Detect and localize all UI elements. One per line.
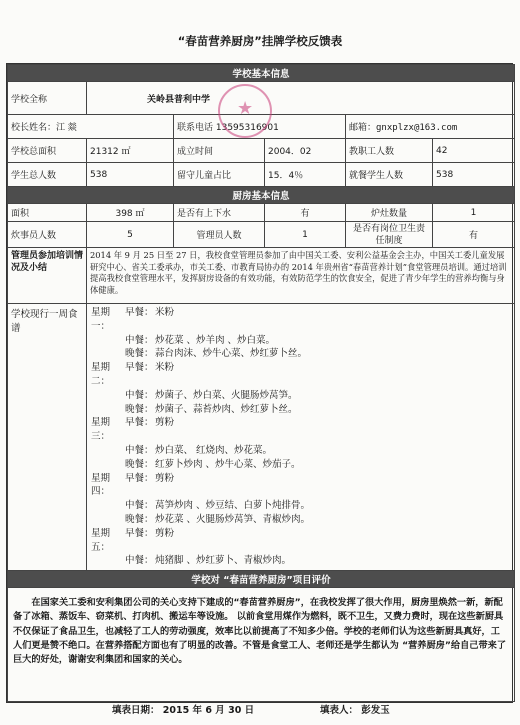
page-title: “春苗营养厨房”挂牌学校反馈表 xyxy=(177,34,343,48)
stove-value: 1 xyxy=(433,204,515,222)
menu-day-label: 星期四： xyxy=(91,472,111,498)
cooks-label: 炊事员人数 xyxy=(8,222,87,248)
menu-day-label xyxy=(91,389,125,403)
school-seal-stamp xyxy=(218,84,272,138)
managers-value: 1 xyxy=(265,222,346,248)
stove-label: 炉灶数量 xyxy=(346,204,433,222)
menu-dishes: 米粉 xyxy=(155,307,175,318)
menu-day-label xyxy=(91,403,125,417)
menu-meal-row xyxy=(91,389,510,403)
menu-meal-label: 早餐： xyxy=(125,527,154,539)
water-label: 是否有上下水 xyxy=(174,204,265,222)
menu-meal-row xyxy=(91,416,510,444)
menu-day-label xyxy=(91,458,125,472)
menu-meal-label: 中餐： xyxy=(125,444,154,456)
founded-label: 成立时间 xyxy=(174,139,265,163)
fill-date: 填表日期： 2015 年 6 月 30 日 xyxy=(112,705,255,716)
menu-day-label xyxy=(91,499,125,513)
kitchen-info-header: 厨房基本信息 xyxy=(8,187,515,204)
menu-day xyxy=(91,416,510,471)
filled-by: 填表人： 彭发玉 xyxy=(320,705,390,716)
dining-label: 就餐学生人数 xyxy=(346,163,433,187)
menu-meal-label: 中餐： xyxy=(125,500,154,512)
menu-dishes: 炒白菜、 红烧肉、炒花菜。 xyxy=(155,444,273,456)
menu-meal-label: 早餐： xyxy=(125,362,154,374)
founded-value: 2004．02 xyxy=(265,139,346,163)
school-name-value: 关岭县普利中学 xyxy=(87,82,515,115)
menu-dishes: 剪粉 xyxy=(155,417,175,429)
menu-day-label xyxy=(91,444,125,458)
menu-day-label: 星期二： xyxy=(91,362,111,387)
school-name-label: 学校全称 xyxy=(8,82,87,115)
menu-meal-label: 晚餐： xyxy=(125,458,154,470)
email-label: 邮箱： xyxy=(349,123,377,133)
menu-meal-row xyxy=(91,513,510,527)
menu-dishes: 莴笋炒肉 、炒豆结、白萝卜炖排骨。 xyxy=(155,500,311,512)
hygiene-value: 有 xyxy=(433,222,515,248)
menu-meal-label: 晚餐： xyxy=(125,403,154,415)
training-summary: 2014 年 9 月 25 日至 27 日，我校食堂管理员参加了由中国关工委、安利公益基金会主办，中国关工委儿童发展研究中心、省关工委承办，市关工委、市教育局协办的 2014 年贵州省“春苗营养计划”食堂管理员培训。通过培训提高我校食堂管理水平，发挥厨房设备的有效功能，有效防范学生的饮食安全，促进了青少年学生的营养均衡与身体健康。 xyxy=(87,248,515,304)
kitchen-area-label: 面积 xyxy=(8,204,87,222)
menu-dishes: 剪粉 xyxy=(155,527,175,539)
menu-day xyxy=(91,472,510,527)
menu-dishes: 炒菌子、蒜苔炒肉、炒红萝卜丝。 xyxy=(155,403,298,415)
menu-dishes: 炒菌子、炒白菜、火腿肠炒莴笋。 xyxy=(155,389,298,401)
cooks-value: 5 xyxy=(87,222,174,248)
principal-name: 校长姓名：江 燚 xyxy=(8,115,174,139)
contact-phone: 联系电话 13595316901 xyxy=(174,115,346,139)
menu-day-label xyxy=(91,347,125,361)
menu-day-label: 星期一： xyxy=(91,307,111,332)
managers-label: 管理员人数 xyxy=(174,222,265,248)
menu-day xyxy=(91,527,510,568)
menu-meal-row xyxy=(91,347,510,361)
menu-meal-row xyxy=(91,334,510,348)
menu-dishes: 炒花菜 、火腿肠炒莴笋、青椒炒肉。 xyxy=(155,513,311,525)
menu-meal-label: 早餐： xyxy=(125,472,154,484)
menu-day-label xyxy=(91,554,125,568)
menu-dishes: 红萝卜炒肉 、炒牛心菜、炒茄子。 xyxy=(155,458,301,470)
left-behind-value: 15．4％ xyxy=(265,163,346,187)
menu-meal-label: 晚餐： xyxy=(125,348,154,360)
menu-meal-row xyxy=(91,554,510,568)
menu-dishes: 蒜台肉沫、炒牛心菜、炒红萝卜丝。 xyxy=(155,348,308,360)
menu-meal-row xyxy=(91,472,510,500)
water-value: 有 xyxy=(265,204,346,222)
kitchen-area-value: 398 ㎡ xyxy=(87,204,174,222)
menu-meal-row xyxy=(91,361,510,389)
menu-meal-row xyxy=(91,403,510,417)
school-info-header: 学校基本信息 xyxy=(8,65,515,82)
menu-meal-label: 中餐： xyxy=(125,389,154,401)
menu-meal-label: 中餐： xyxy=(125,555,154,567)
evaluation-text: 在国家关工委和安利集团公司的关心支持下建成的“春苗营养厨房”，在我校发挥了很大作用，厨房里焕然一新，新配备了冰箱、蒸饭车、窃菜机、打肉机、搬运车等设施。 以前食堂用煤作为燃料，既不卫生，又费力费时，现在这些新厨具不仅保证了食品卫生，也减轻了工人的劳动强度，效率比以前提高了不知多少倍。学校的老师们认为这些新厨具真好，工人们更是赞不绝口。在营养搭配方面也有了明显的改善。不管是食堂工人、老师还是学生都认为 “营养厨房”给自己带来了巨大的好处，谢谢安利集团和国家的关心。 xyxy=(8,588,515,702)
area-label: 学校总面积 xyxy=(8,139,87,163)
menu-meal-row xyxy=(91,458,510,472)
menu-meal-label: 早餐： xyxy=(125,417,154,429)
menu-meal-label: 中餐： xyxy=(125,334,154,346)
menu-day xyxy=(91,361,510,416)
menu-dishes: 剪粉 xyxy=(155,472,175,484)
menu-list xyxy=(91,306,510,568)
students-label: 学生总人数 xyxy=(8,163,87,187)
menu-day xyxy=(91,306,510,361)
menu-meal-row xyxy=(91,499,510,513)
staff-value: 42 xyxy=(433,139,515,163)
menu-meal-label: 早餐： xyxy=(125,307,154,318)
menu-meal-label: 晚餐： xyxy=(125,513,154,525)
area-value: 21312 ㎡ xyxy=(87,139,174,163)
menu-dishes: 炖猪脚 、炒红萝卜、青椒炒肉。 xyxy=(155,555,292,567)
left-behind-label: 留守儿童占比 xyxy=(174,163,265,187)
menu-day-label xyxy=(91,513,125,527)
menu-meal-row xyxy=(91,527,510,555)
evaluation-header: 学校对 “春苗营养厨房”项目评价 xyxy=(8,571,515,588)
menu-meal-row xyxy=(91,444,510,458)
menu-day-label: 星期三： xyxy=(91,417,111,443)
menu-day-label: 星期五： xyxy=(91,527,111,553)
weekly-menu xyxy=(87,304,515,571)
students-value: 538 xyxy=(87,163,174,187)
feedback-form xyxy=(6,63,513,703)
dining-value: 538 xyxy=(433,163,515,187)
staff-label: 教职工人数 xyxy=(346,139,433,163)
form-table xyxy=(7,64,515,702)
menu-meal-row xyxy=(91,306,510,334)
menu-dishes: 炒花菜 、炒羊肉 、炒白菜。 xyxy=(155,334,276,346)
hygiene-label: 是否有岗位卫生责任制度 xyxy=(346,222,433,248)
menu-dishes: 米粉 xyxy=(155,362,175,374)
email-cell xyxy=(346,115,515,139)
menu-label: 学校现行一周食谱 xyxy=(8,304,87,571)
training-label: 管理员参加培训情况及小结 xyxy=(8,248,87,304)
email-value: gnxplzx@163.com xyxy=(376,123,458,133)
menu-day-label xyxy=(91,334,125,348)
